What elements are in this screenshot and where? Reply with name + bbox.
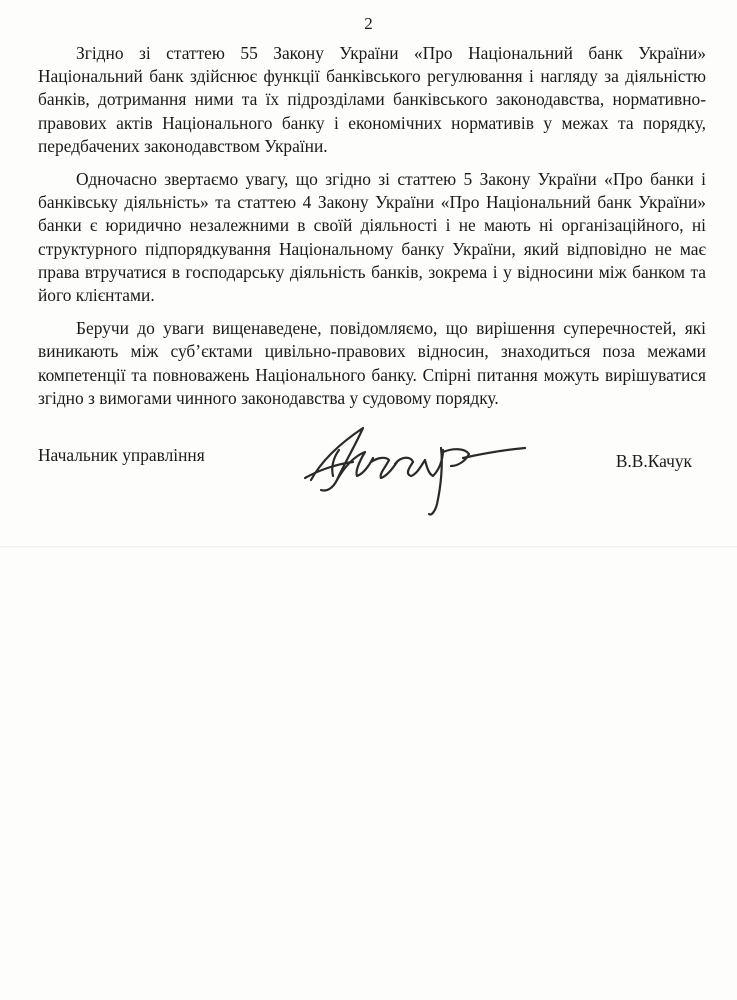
handwritten-signature [293,418,533,528]
page-number: 2 [364,14,373,33]
position-title: Начальник управління [38,445,205,465]
page-fold-line [0,546,737,548]
paragraph-3: Беручи до уваги вищенаведене, повідомляємо, що вирішення суперечностей, які виникають між суб’єктами цивільно-правових відносин, знаходиться поза межами компетенції та повноважень Національного банку. Спірні питання можуть вирішуватися згідно з вимогами чинного законодавства у судовому порядку. [38,318,706,408]
letter-body [38,42,706,420]
paragraph-2: Одночасно звертаємо увагу, що згідно зі статтею 5 Закону України «Про банки і банківську діяльність» та статтею 4 Закону України «Про Національний банк України» банки є юридично незалежними в своїй діяльності і не мають ні організаційного, ні структурного підпорядкування Національному банку України, який відповідно не має права втручатися в господарську діяльність банків, зокрема і у відносини між банком та його клієнтами. [38,169,706,306]
signature-block [38,418,706,528]
paragraph-1: Згідно зі статтею 55 Закону України «Про Національний банк України» Національний банк здійснює функції банківського регулювання і нагляду за діяльністю банків, дотримання ними та їх підрозділами банківського законодавства, нормативно-правових актів Національного банку і економічних нормативів у межах та порядку, передбачених законодавством України. [38,43,706,156]
signer-name: В.В.Качук [615,451,692,471]
